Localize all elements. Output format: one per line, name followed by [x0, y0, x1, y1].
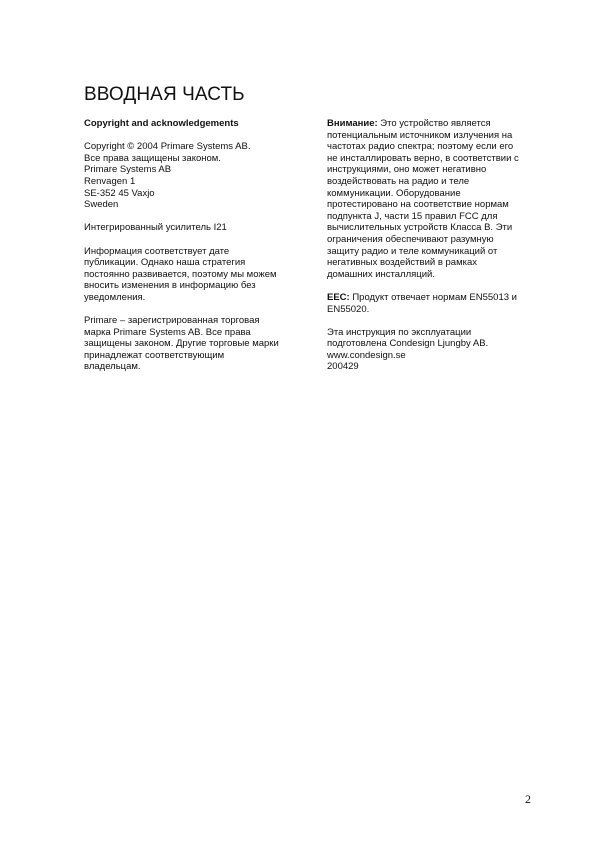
eec-paragraph: EEC: Продукт отвечает нормам EN55013 и EN55020.: [327, 291, 517, 315]
page-title: ВВОДНАЯ ЧАСТЬ: [84, 84, 245, 105]
website-link: www.condesign.se: [327, 349, 406, 361]
eec-label: EEC:: [327, 291, 350, 303]
copyright-heading: Copyright and acknowledgements: [84, 118, 239, 129]
address-city: SE-352 45 Vaxjo: [84, 187, 155, 199]
copyright-line: Copyright © 2004 Primare Systems AB.: [84, 141, 251, 153]
right-column: [327, 118, 542, 385]
company-name: Primare Systems AB: [84, 164, 172, 176]
rights-line: Все права защищены законом.: [84, 152, 221, 164]
document-code: 200429: [327, 361, 359, 373]
prepared-paragraph: Эта инструкция по эксплуатации подготовлена Condesign Ljungby AB. www.condesign.se 200429: [327, 327, 542, 373]
address-country: Sweden: [84, 199, 119, 211]
info-paragraph: Информация соответствует дате публикации. Однако наша стратегия постоянно развивается, поэтому мы можем вносить изменения в информацию без уведомления.: [84, 245, 277, 303]
address-street: Renvagen 1: [84, 175, 136, 187]
page-number: 2: [525, 792, 531, 806]
trademark-paragraph: Primare – зарегистрированная торговая марка Primare Systems AB. Все права защищены законом. Другие торговые марки принадлежат соответствующим владельцам.: [84, 315, 279, 373]
copyright-block: [84, 141, 299, 211]
product-name: Интегрированный усилитель I21: [84, 222, 227, 234]
left-column: [84, 118, 299, 385]
warning-label: Внимание:: [327, 118, 378, 129]
warning-paragraph: Внимание: Это устройство является потенциальным источником излучения на частотах радио спектра; поэтому если его не инсталлировать верно, в соответствии с инструкциями, оно может негативно воздействовать на радио и теле коммуникации. Оборудование протестировано на соответствие нормам подпункта J, части 15 правил FCC для вычислительных устройств Класса B. Эти ограничения обеспечивают разумную защиту радио и теле коммуникаций от негативных воздействий в рамках домашних инсталляций.: [327, 118, 519, 280]
